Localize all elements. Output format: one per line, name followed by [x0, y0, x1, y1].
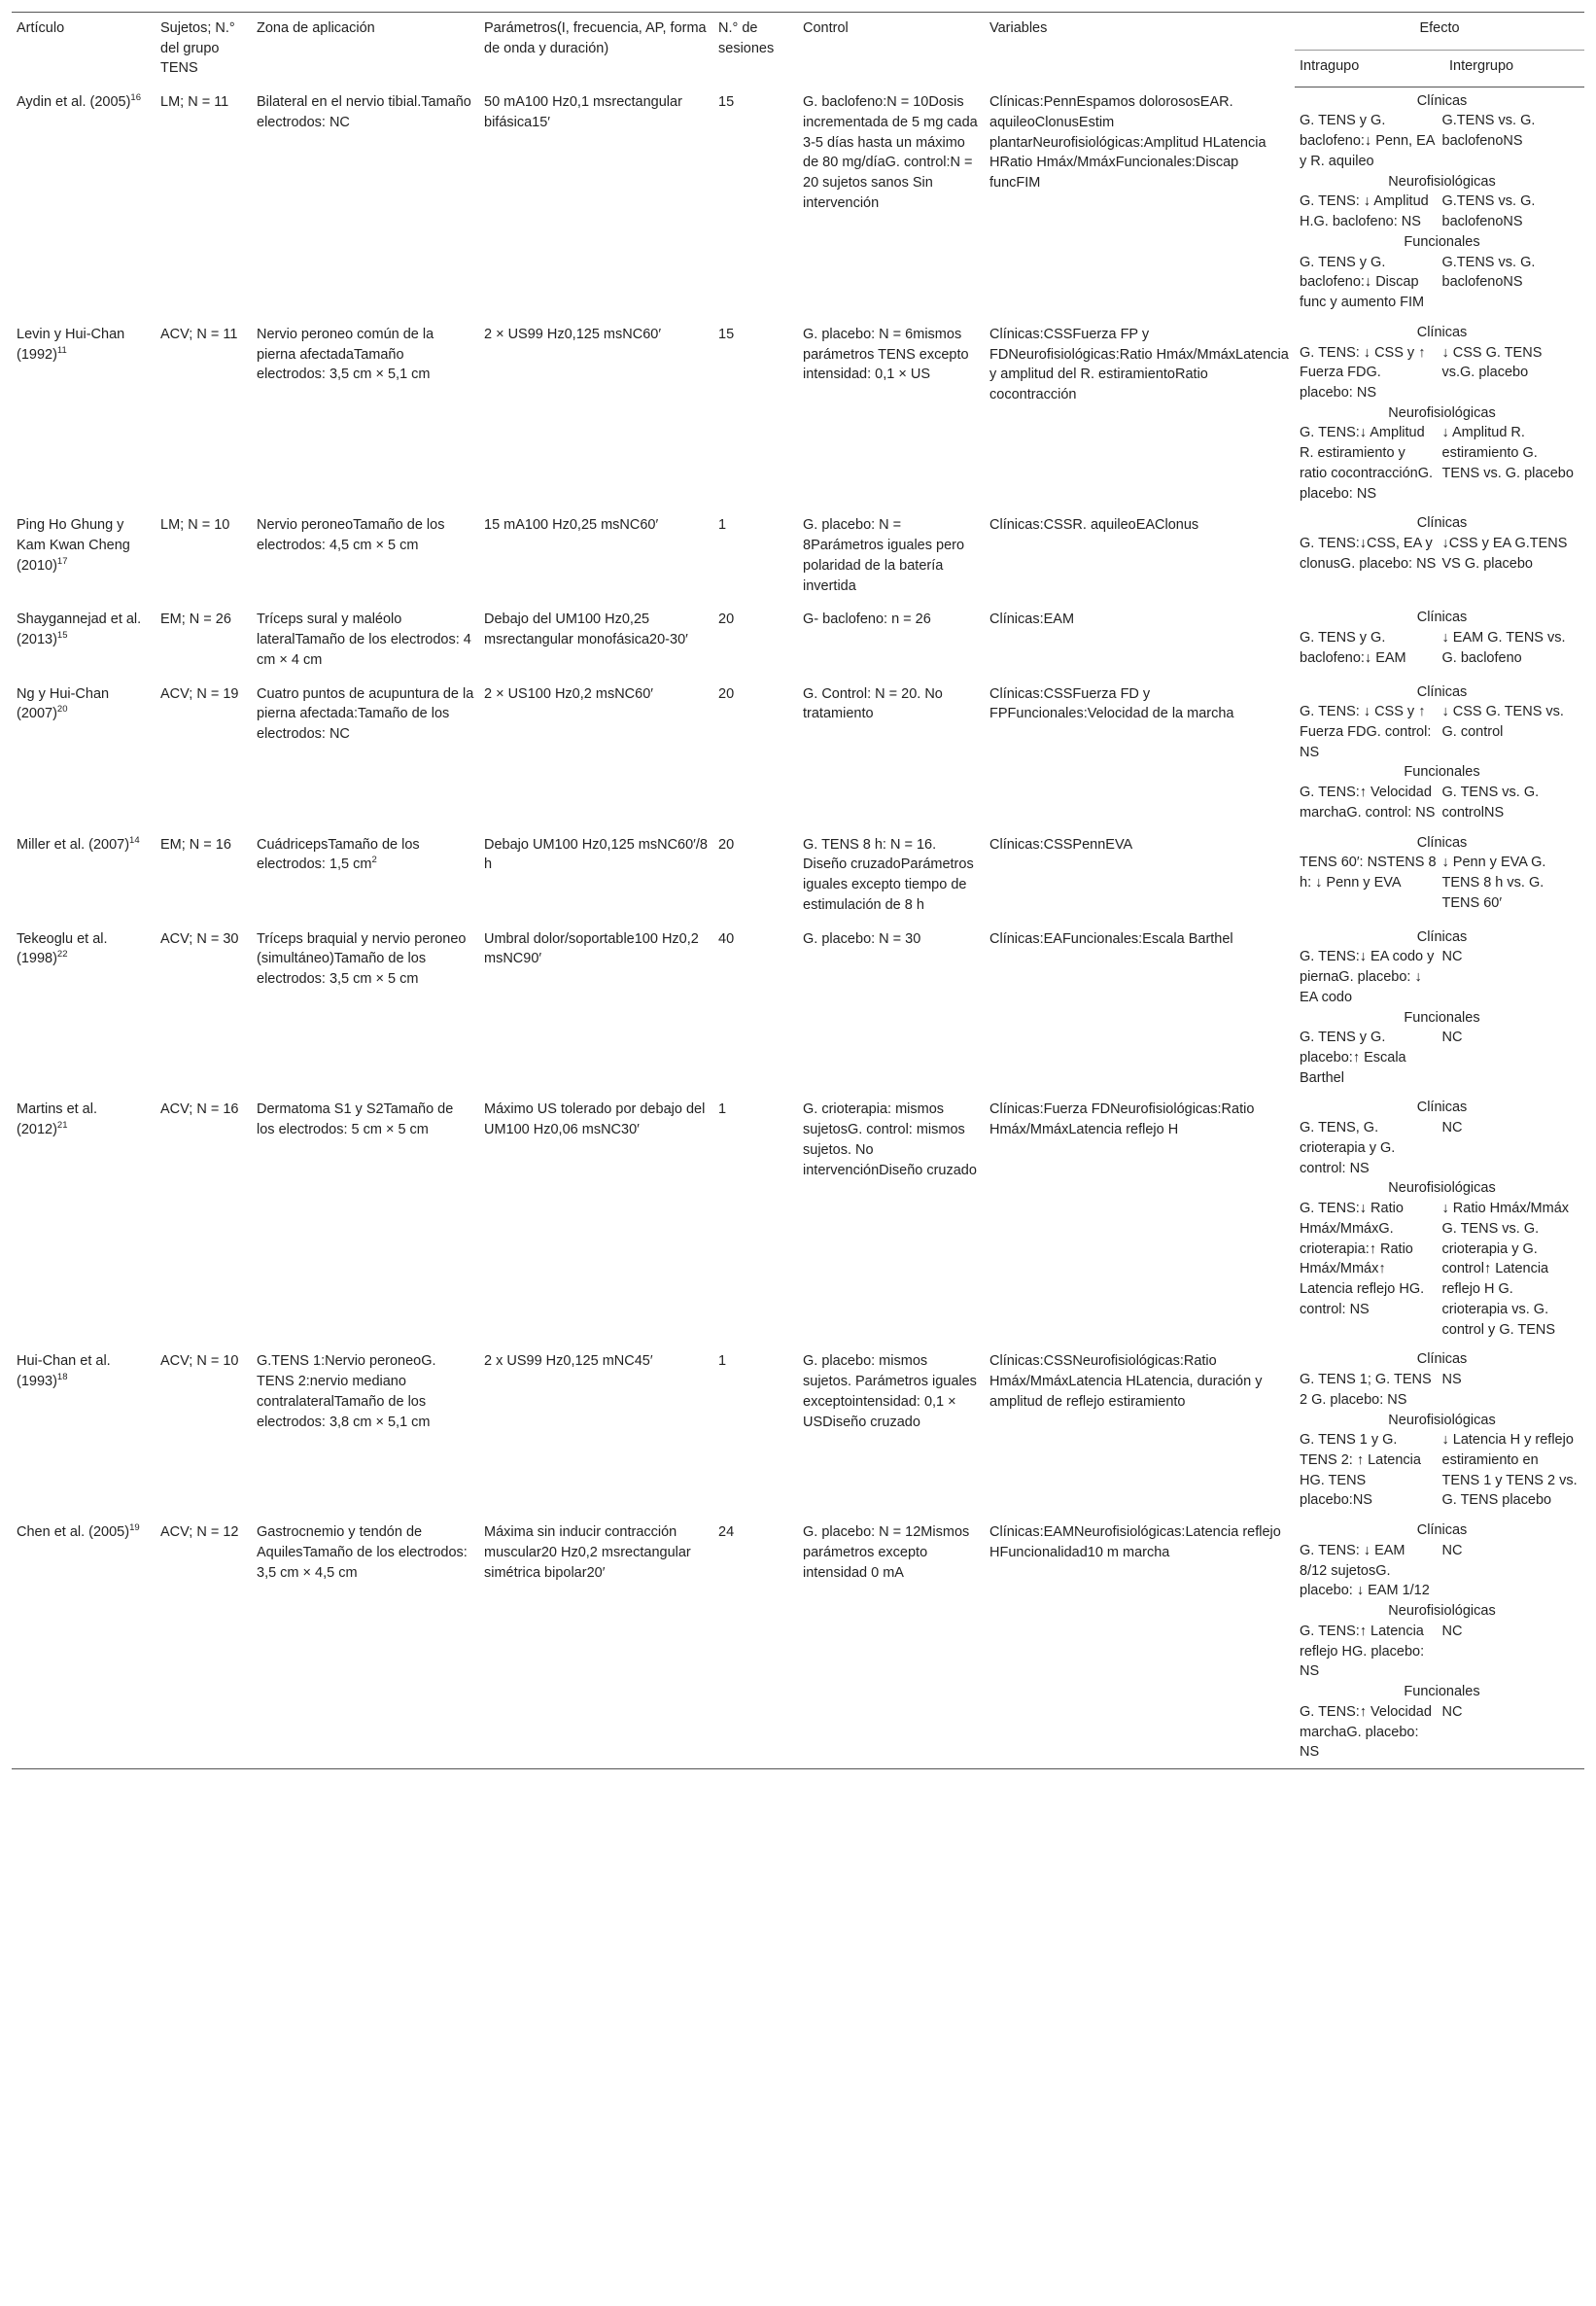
effect-category-label: Clínicas	[1416, 1351, 1468, 1368]
cell-variables	[985, 1517, 1295, 1768]
cell-articulo-text: Hui-Chan et al. (1993)	[17, 1353, 111, 1390]
cell-variables-text: Clínicas:PennEspamos dolorososEAR. aquileoClonusEstim plantarNeurofisiológicas:Amplitud HLatencia HRatio Hmáx/MmáxFuncionales:Discap funcFIM	[989, 94, 1266, 192]
cell-parametros-text: Debajo del UM100 Hz0,25 msrectangular monofásica20-30′	[484, 611, 688, 648]
cell-zona-text: G.TENS 1:Nervio peroneoG. TENS 2:nervio mediano contralateralTamaño de los electrodos: 3,8 cm × 5,1 cm	[257, 1353, 436, 1430]
cell-articulo-text: Martins et al. (2012)	[17, 1101, 97, 1138]
cell-sesiones-text: 20	[718, 611, 735, 628]
table-row	[12, 1517, 1584, 1768]
cell-sesiones	[713, 679, 798, 829]
cell-sesiones-text: 24	[718, 1524, 735, 1541]
cell-parametros-text: 15 mA100 Hz0,25 msNC60′	[484, 517, 659, 534]
effect-intragrupo: G. TENS:↓ Ratio Hmáx/MmáxG. crioterapia:↑ Ratio Hmáx/Mmáx↑ Latencia reflejo HG. control: NS	[1300, 1201, 1425, 1317]
cell-efecto	[1295, 604, 1584, 678]
effect-intragrupo: G. TENS: ↓ CSS y ↑ Fuerza FDG. control: NS	[1300, 704, 1432, 760]
cell-variables	[985, 924, 1295, 1095]
cell-sesiones-text: 1	[718, 1101, 727, 1118]
cell-zona-text: Tríceps sural y maléolo lateralTamaño de los electrodos: 4 cm × 4 cm	[257, 611, 471, 668]
cell-sujetos	[156, 1345, 252, 1517]
cell-control-text: G. Control: N = 20. No tratamiento	[803, 685, 943, 722]
effect-intergrupo: ↓CSS y EA G.TENS VS G. placebo	[1441, 536, 1568, 572]
header-articulo: Artículo	[12, 13, 156, 87]
cell-parametros-text: Debajo UM100 Hz0,125 msNC60′/8 h	[484, 836, 708, 873]
effect-category-label: Funcionales	[1404, 1684, 1480, 1700]
effect-intergrupo: G.TENS vs. G. baclofenoNS	[1441, 193, 1536, 230]
cell-parametros-text: Máximo US tolerado por debajo del UM100 Hz0,06 msNC30′	[484, 1101, 706, 1138]
effect-intergrupo: ↓ CSS G. TENS vs. G. control	[1441, 704, 1564, 740]
table-header	[12, 13, 1584, 87]
cell-efecto	[1295, 1517, 1584, 1768]
cell-parametros	[479, 1517, 713, 1768]
effect-intergrupo: ↓ CSS G. TENS vs.G. placebo	[1441, 344, 1543, 381]
cell-articulo-text: Shaygannejad et al. (2013)	[17, 611, 142, 648]
effect-intragrupo: G. TENS y G. baclofeno:↓ EAM	[1300, 630, 1406, 666]
effect-intergrupo: NC	[1441, 1703, 1463, 1720]
effect-intergrupo: NC	[1441, 1030, 1463, 1046]
cell-sujetos-text: LM; N = 11	[160, 94, 229, 111]
reference-number: 18	[56, 1372, 68, 1383]
cell-variables-text: Clínicas:CSSPennEVA	[989, 836, 1133, 853]
cell-sujetos	[156, 924, 252, 1095]
cell-sesiones-text: 1	[718, 1353, 727, 1370]
cell-articulo-text: Aydin et al. (2005)	[17, 94, 131, 111]
effect-intergrupo: NC	[1441, 949, 1463, 965]
cell-parametros-text: 2 × US99 Hz0,125 msNC60′	[484, 326, 662, 342]
effect-pair	[1300, 702, 1584, 762]
reference-number: 15	[56, 630, 68, 642]
cell-sesiones	[713, 1517, 798, 1768]
effect-pair	[1300, 853, 1584, 913]
cell-parametros-text: 2 x US99 Hz0,125 mNC45′	[484, 1353, 653, 1370]
cell-parametros	[479, 679, 713, 829]
effect-pair	[1300, 1028, 1584, 1088]
cell-sesiones	[713, 829, 798, 924]
effect-category-label: Clínicas	[1416, 92, 1468, 109]
effect-category-label: Clínicas	[1416, 683, 1468, 700]
cell-articulo	[12, 679, 156, 829]
cell-parametros-text: 2 × US100 Hz0,2 msNC60′	[484, 685, 653, 702]
cell-variables-text: Clínicas:EAM	[989, 611, 1075, 628]
effect-category-label: Neurofisiológicas	[1388, 1603, 1496, 1620]
cell-control	[798, 1094, 985, 1345]
header-sesiones: N.° de sesiones	[713, 13, 798, 87]
table-row	[12, 679, 1584, 829]
cell-sesiones-text: 1	[718, 517, 727, 534]
header-sujetos: Sujetos; N.° del grupo TENS	[156, 13, 252, 87]
cell-parametros-text: Máxima sin inducir contracción muscular20 Hz0,2 msrectangular simétrica bipolar20′	[484, 1524, 691, 1581]
cell-variables-text: Clínicas:EAFuncionales:Escala Barthel	[989, 930, 1233, 947]
cell-variables	[985, 604, 1295, 678]
table-body	[12, 87, 1584, 1768]
effect-intergrupo: G.TENS vs. G. baclofenoNS	[1441, 254, 1536, 291]
cell-sujetos-text: ACV; N = 10	[160, 1353, 239, 1370]
cell-articulo-text: Tekeoglu et al. (1998)	[17, 930, 108, 967]
cell-variables-text: Clínicas:CSSNeurofisiológicas:Ratio Hmáx/MmáxLatencia HLatencia, duración y amplitud de reflejo estiramiento	[989, 1353, 1263, 1410]
cell-parametros-text: Umbral dolor/soportable100 Hz0,2 msNC90′	[484, 930, 699, 967]
cell-control-text: G. placebo: N = 30	[803, 930, 921, 947]
effect-pair	[1300, 343, 1584, 403]
effect-intragrupo: TENS 60′: NSTENS 8 h: ↓ Penn y EVA	[1300, 855, 1437, 891]
cell-efecto	[1295, 509, 1584, 604]
reference-number: 21	[56, 1120, 68, 1132]
cell-efecto	[1295, 319, 1584, 510]
cell-variables	[985, 1345, 1295, 1517]
cell-zona-text: Nervio peroneo común de la pierna afectadaTamaño electrodos: 3,5 cm × 5,1 cm	[257, 326, 434, 383]
studies-table	[12, 12, 1584, 1769]
effect-intergrupo: ↓ Penn y EVA G. TENS 8 h vs. G. TENS 60′	[1441, 855, 1546, 911]
effect-intragrupo: G. TENS:↓CSS, EA y clonusG. placebo: NS	[1300, 536, 1437, 572]
cell-variables-text: Clínicas:EAMNeurofisiológicas:Latencia reflejo HFuncionalidad10 m marcha	[989, 1524, 1281, 1560]
table-row	[12, 509, 1584, 604]
cell-zona	[252, 604, 479, 678]
effect-category-label: Neurofisiológicas	[1388, 1412, 1496, 1428]
header-control: Control	[798, 13, 985, 87]
cell-zona-text: CuádricepsTamaño de los electrodos: 1,5 cm	[257, 836, 420, 873]
cell-articulo-text: Ping Ho Ghung y Kam Kwan Cheng (2010)	[17, 517, 130, 574]
cell-sujetos-text: ACV; N = 30	[160, 930, 239, 947]
effect-intragrupo: G. TENS, G. crioterapia y G. control: NS	[1300, 1120, 1396, 1176]
effect-category-label: Clínicas	[1416, 1522, 1468, 1539]
cell-sesiones	[713, 1345, 798, 1517]
cell-sujetos	[156, 829, 252, 924]
table-row	[12, 1345, 1584, 1517]
cell-control-text: G. placebo: N = 6mismos parámetros TENS excepto intensidad: 0,1 × US	[803, 326, 969, 383]
cell-sesiones	[713, 509, 798, 604]
cell-articulo-text: Ng y Hui-Chan (2007)	[17, 685, 110, 722]
cell-sesiones-text: 40	[718, 930, 735, 947]
cell-zona	[252, 1345, 479, 1517]
cell-sujetos-text: EM; N = 16	[160, 836, 231, 853]
cell-control	[798, 604, 985, 678]
unit-superscript: 2	[371, 855, 377, 866]
cell-variables	[985, 509, 1295, 604]
cell-variables	[985, 1094, 1295, 1345]
effect-pair	[1300, 1622, 1584, 1682]
cell-sujetos	[156, 604, 252, 678]
cell-sujetos	[156, 1094, 252, 1345]
header-efecto: Efecto	[1295, 13, 1584, 51]
cell-sujetos	[156, 87, 252, 319]
effect-pair	[1300, 783, 1584, 822]
cell-sesiones	[713, 604, 798, 678]
effect-intergrupo: NC	[1441, 1542, 1463, 1558]
cell-articulo	[12, 924, 156, 1095]
cell-zona-text: Bilateral en el nervio tibial.Tamaño electrodos: NC	[257, 94, 471, 130]
cell-parametros	[479, 87, 713, 319]
cell-zona-text: Tríceps braquial y nervio peroneo (simultáneo)Tamaño de los electrodos: 3,5 cm × 5 cm	[257, 930, 467, 988]
reference-number: 14	[129, 834, 140, 846]
effect-intergrupo: ↓ Ratio Hmáx/Mmáx G. TENS vs. G. crioterapia y G. control↑ Latencia reflejo H G. crioterapia vs. G. control y G. TENS	[1441, 1201, 1570, 1338]
effect-pair	[1300, 534, 1584, 574]
cell-variables-text: Clínicas:CSSFuerza FD y FPFuncionales:Velocidad de la marcha	[989, 685, 1234, 722]
effect-category-label: Neurofisiológicas	[1388, 404, 1496, 421]
cell-zona-text: Cuatro puntos de acupuntura de la pierna afectada:Tamaño de los electrodos: NC	[257, 685, 474, 742]
cell-sujetos-text: ACV; N = 19	[160, 685, 239, 702]
cell-zona-text: Gastrocnemio y tendón de AquilesTamaño de los electrodos: 3,5 cm × 4,5 cm	[257, 1524, 468, 1581]
effect-intragrupo: G. TENS y G. baclofeno:↓ Penn, EA y R. aquileo	[1300, 113, 1435, 169]
cell-efecto	[1295, 679, 1584, 829]
effect-pair	[1300, 192, 1584, 231]
cell-efecto	[1295, 829, 1584, 924]
effect-pair	[1300, 1370, 1584, 1410]
effect-category-label: Funcionales	[1404, 233, 1480, 250]
effect-intragrupo: G. TENS 1 y G. TENS 2: ↑ Latencia HG. TENS placebo:NS	[1300, 1432, 1421, 1509]
effect-pair	[1300, 1702, 1584, 1763]
cell-articulo	[12, 319, 156, 510]
effect-intergrupo: NS	[1441, 1372, 1462, 1388]
cell-parametros	[479, 319, 713, 510]
cell-sesiones	[713, 87, 798, 319]
reference-number: 20	[56, 704, 68, 716]
cell-control-text: G. crioterapia: mismos sujetosG. control: mismos sujetos. No intervenciónDiseño cruzado	[803, 1101, 977, 1178]
effect-intergrupo: NC	[1441, 1120, 1463, 1136]
effect-intragrupo: G. TENS: ↓ EAM 8/12 sujetosG. placebo: ↓ EAM 1/12	[1300, 1542, 1430, 1599]
effect-intragrupo: G. TENS:↑ Velocidad marchaG. placebo: NS	[1300, 1703, 1432, 1761]
cell-sujetos	[156, 509, 252, 604]
effect-intergrupo: ↓ Amplitud R. estiramiento G. TENS vs. G. placebo	[1441, 425, 1574, 481]
cell-control	[798, 924, 985, 1095]
cell-zona	[252, 679, 479, 829]
effect-category-label: Funcionales	[1404, 764, 1480, 781]
effect-pair	[1300, 1430, 1584, 1511]
effect-intragrupo: G. TENS: ↓ CSS y ↑ Fuerza FDG. placebo: NS	[1300, 344, 1426, 401]
cell-variables-text: Clínicas:CSSFuerza FP y FDNeurofisiológicas:Ratio Hmáx/MmáxLatencia y amplitud del R. estiramientoRatio cocontracción	[989, 326, 1289, 402]
effect-intragrupo: G. TENS:↑ Velocidad marchaG. control: NS	[1300, 785, 1436, 821]
cell-sesiones-text: 20	[718, 836, 735, 853]
cell-control	[798, 829, 985, 924]
effect-intragrupo: G. TENS:↓ EA codo y piernaG. placebo: ↓ EA codo	[1300, 949, 1435, 1005]
effect-category-label: Clínicas	[1416, 1100, 1468, 1116]
cell-efecto	[1295, 87, 1584, 319]
cell-variables	[985, 87, 1295, 319]
cell-zona	[252, 87, 479, 319]
effect-category-label: Clínicas	[1416, 515, 1468, 532]
cell-parametros	[479, 1345, 713, 1517]
cell-sujetos-text: EM; N = 26	[160, 611, 231, 628]
cell-variables	[985, 679, 1295, 829]
cell-zona	[252, 1094, 479, 1345]
effect-pair	[1300, 1199, 1584, 1340]
cell-control	[798, 87, 985, 319]
cell-sujetos	[156, 1517, 252, 1768]
cell-articulo	[12, 1345, 156, 1517]
cell-sujetos-text: ACV; N = 16	[160, 1101, 239, 1118]
header-intergrupo: Intergrupo	[1444, 51, 1584, 87]
effect-intergrupo: NC	[1441, 1623, 1463, 1639]
cell-parametros	[479, 1094, 713, 1345]
cell-control	[798, 1345, 985, 1517]
cell-variables-text: Clínicas:Fuerza FDNeurofisiológicas:Ratio Hmáx/MmáxLatencia reflejo H	[989, 1101, 1255, 1138]
effect-pair	[1300, 947, 1584, 1007]
table-row	[12, 924, 1584, 1095]
cell-sujetos	[156, 319, 252, 510]
effect-intragrupo: G. TENS: ↓ Amplitud H.G. baclofeno: NS	[1300, 193, 1429, 230]
cell-control	[798, 1517, 985, 1768]
cell-sujetos	[156, 679, 252, 829]
table-row	[12, 87, 1584, 319]
effect-intragrupo: G. TENS 1; G. TENS 2 G. placebo: NS	[1300, 1372, 1432, 1408]
cell-sesiones-text: 20	[718, 685, 735, 702]
effect-pair	[1300, 111, 1584, 171]
reference-number: 19	[129, 1522, 140, 1534]
cell-control-text: G. TENS 8 h: N = 16. Diseño cruzadoParámetros iguales excepto tiempo de estimulación de 8 h	[803, 836, 974, 913]
cell-sesiones	[713, 924, 798, 1095]
header-parametros: Parámetros(I, frecuencia, AP, forma de onda y duración)	[479, 13, 713, 87]
cell-zona	[252, 509, 479, 604]
cell-articulo-text: Levin y Hui-Chan (1992)	[17, 326, 125, 363]
cell-zona	[252, 1517, 479, 1768]
table-row	[12, 1094, 1584, 1345]
reference-number: 17	[56, 556, 68, 568]
cell-control-text: G. baclofeno:N = 10Dosis incrementada de 5 mg cada 3-5 días hasta un máximo de 80 mg/díaG. control:N = 20 sujetos sanos Sin intervención	[803, 94, 978, 211]
cell-variables-text: Clínicas:CSSR. aquileoEAClonus	[989, 517, 1199, 534]
cell-control	[798, 319, 985, 510]
cell-control-text: G. placebo: N = 8Parámetros iguales pero polaridad de la batería invertida	[803, 517, 965, 594]
effect-category-label: Funcionales	[1404, 1009, 1480, 1026]
cell-variables	[985, 319, 1295, 510]
cell-sujetos-text: ACV; N = 12	[160, 1524, 239, 1541]
effect-category-label: Clínicas	[1416, 610, 1468, 626]
cell-sujetos-text: ACV; N = 11	[160, 326, 238, 342]
effect-category-label: Clínicas	[1416, 324, 1468, 340]
effect-intragrupo: G. TENS:↑ Latencia reflejo HG. placebo: NS	[1300, 1623, 1425, 1680]
cell-variables	[985, 829, 1295, 924]
cell-articulo-text: Chen et al. (2005)	[17, 1524, 130, 1541]
cell-articulo	[12, 509, 156, 604]
reference-number: 22	[56, 949, 68, 961]
cell-sesiones-text: 15	[718, 94, 735, 111]
cell-sesiones-text: 15	[718, 326, 735, 342]
cell-parametros	[479, 509, 713, 604]
effect-category-label: Neurofisiológicas	[1388, 173, 1496, 190]
cell-parametros-text: 50 mA100 Hz0,1 msrectangular bifásica15′	[484, 94, 682, 130]
cell-control-text: G. placebo: mismos sujetos. Parámetros iguales exceptointensidad: 0,1 × USDiseño cruzado	[803, 1353, 977, 1430]
cell-zona-text: Nervio peroneoTamaño de los electrodos: 4,5 cm × 5 cm	[257, 517, 445, 554]
header-intragrupo: Intragupo	[1295, 51, 1444, 87]
cell-articulo	[12, 87, 156, 319]
table-container	[12, 12, 1584, 1769]
effect-pair	[1300, 423, 1584, 504]
effect-intergrupo: ↓ Latencia H y reflejo estiramiento en TENS 1 y TENS 2 vs. G. TENS placebo	[1441, 1432, 1578, 1509]
effect-intragrupo: G. TENS y G. placebo:↑ Escala Barthel	[1300, 1030, 1406, 1086]
header-zona: Zona de aplicación	[252, 13, 479, 87]
table-row	[12, 604, 1584, 678]
effect-intergrupo: ↓ EAM G. TENS vs. G. baclofeno	[1441, 630, 1566, 666]
cell-efecto	[1295, 1094, 1584, 1345]
effect-pair	[1300, 1118, 1584, 1178]
cell-sesiones	[713, 319, 798, 510]
effect-pair	[1300, 1541, 1584, 1601]
effect-intergrupo: G. TENS vs. G. controlNS	[1441, 785, 1540, 821]
cell-articulo	[12, 1517, 156, 1768]
cell-sujetos-text: LM; N = 10	[160, 517, 230, 534]
header-variables: Variables	[985, 13, 1295, 87]
cell-efecto	[1295, 924, 1584, 1095]
cell-control-text: G. placebo: N = 12Mismos parámetros excepto intensidad 0 mA	[803, 1524, 970, 1581]
reference-number: 16	[130, 92, 141, 104]
effect-intragrupo: G. TENS:↓ Amplitud R. estiramiento y ratio cocontracciónG. placebo: NS	[1300, 425, 1434, 502]
table-row	[12, 829, 1584, 924]
cell-articulo	[12, 1094, 156, 1345]
cell-sesiones	[713, 1094, 798, 1345]
cell-articulo	[12, 829, 156, 924]
cell-parametros	[479, 829, 713, 924]
cell-articulo	[12, 604, 156, 678]
table-row	[12, 319, 1584, 510]
cell-control	[798, 509, 985, 604]
cell-zona	[252, 829, 479, 924]
effect-intragrupo: G. TENS y G. baclofeno:↓ Discap func y aumento FIM	[1300, 254, 1425, 311]
reference-number: 11	[56, 344, 67, 356]
effect-category-label: Clínicas	[1416, 834, 1468, 851]
cell-zona-text: Dermatoma S1 y S2Tamaño de los electrodos: 5 cm × 5 cm	[257, 1101, 454, 1138]
cell-efecto	[1295, 1345, 1584, 1517]
cell-control	[798, 679, 985, 829]
cell-control-text: G- baclofeno: n = 26	[803, 611, 931, 628]
cell-articulo-text: Miller et al. (2007)	[17, 836, 130, 853]
effect-pair	[1300, 628, 1584, 668]
cell-parametros	[479, 604, 713, 678]
cell-zona	[252, 924, 479, 1095]
effect-intergrupo: G.TENS vs. G. baclofenoNS	[1441, 113, 1536, 150]
cell-zona	[252, 319, 479, 510]
effect-category-label: Neurofisiológicas	[1388, 1180, 1496, 1197]
effect-pair	[1300, 253, 1584, 313]
effect-category-label: Clínicas	[1416, 928, 1468, 945]
cell-parametros	[479, 924, 713, 1095]
